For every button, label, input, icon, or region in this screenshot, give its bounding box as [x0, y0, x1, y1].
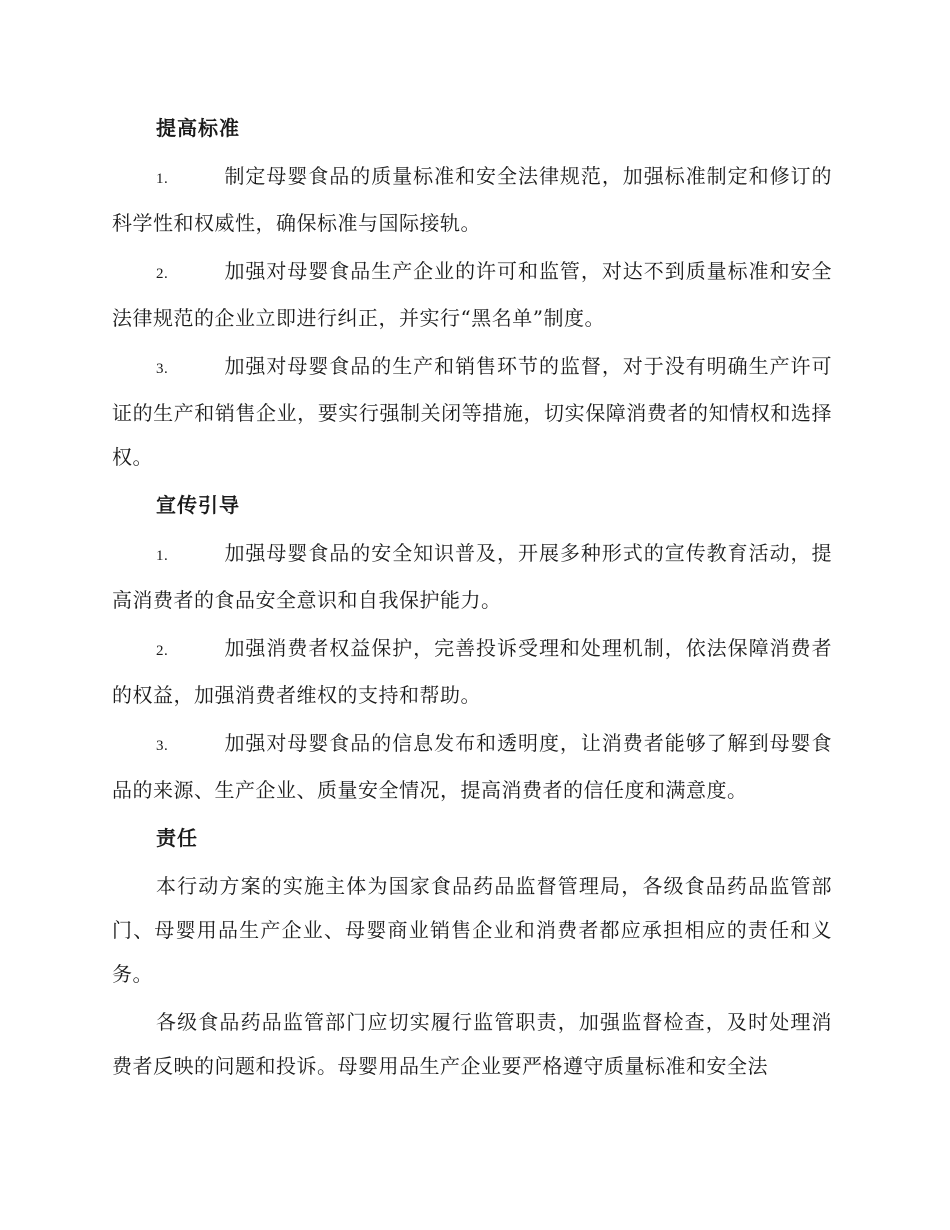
item-number: 2. — [156, 266, 169, 282]
item-text: 加强消费者权益保护，完善投诉受理和处理机制，依法保障消费者的权益，加强消费者维权的支持和帮助。 — [112, 636, 832, 707]
item-text: 加强对母婴食品的生产和销售环节的监督，对于没有明确生产许可证的生产和销售企业，要实行强制关闭等措施，切实保障消费者的知情权和选择权。 — [112, 354, 832, 469]
list-item — [112, 531, 832, 622]
item-number: 3. — [156, 738, 169, 754]
section-heading-responsibility: 责任 — [156, 826, 198, 850]
list-item — [112, 154, 832, 245]
list-item — [112, 344, 832, 479]
section-heading-publicity: 宣传引导 — [156, 493, 240, 517]
item-number: 1. — [156, 548, 169, 564]
item-text: 制定母婴食品的质量标准和安全法律规范，加强标准制定和修订的科学性和权威性，确保标准与国际接轨。 — [112, 164, 832, 235]
item-text: 加强对母婴食品生产企业的许可和监管，对达不到质量标准和安全法律规范的企业立即进行纠正，并实行“黑名单”制度。 — [112, 259, 832, 330]
section-heading-standards: 提高标准 — [156, 116, 240, 140]
item-number: 1. — [156, 171, 169, 187]
list-item — [112, 249, 832, 340]
body-paragraph: 各级食品药品监管部门应切实履行监管职责，加强监督检查，及时处理消费者反映的问题和投诉。母婴用品生产企业要严格遵守质量标准和安全法 — [112, 1010, 832, 1078]
item-number: 2. — [156, 643, 169, 659]
item-number: 3. — [156, 361, 169, 377]
document-page — [112, 106, 832, 1092]
list-item — [112, 626, 832, 717]
item-text: 加强母婴食品的安全知识普及，开展多种形式的宣传教育活动，提高消费者的食品安全意识和自我保护能力。 — [112, 541, 832, 612]
list-item — [112, 721, 832, 812]
item-text: 加强对母婴食品的信息发布和透明度，让消费者能够了解到母婴食品的来源、生产企业、质量安全情况，提高消费者的信任度和满意度。 — [112, 731, 832, 802]
body-paragraph: 本行动方案的实施主体为国家食品药品监督管理局，各级食品药品监管部门、母婴用品生产企业、母婴商业销售企业和消费者都应承担相应的责任和义务。 — [112, 874, 832, 986]
